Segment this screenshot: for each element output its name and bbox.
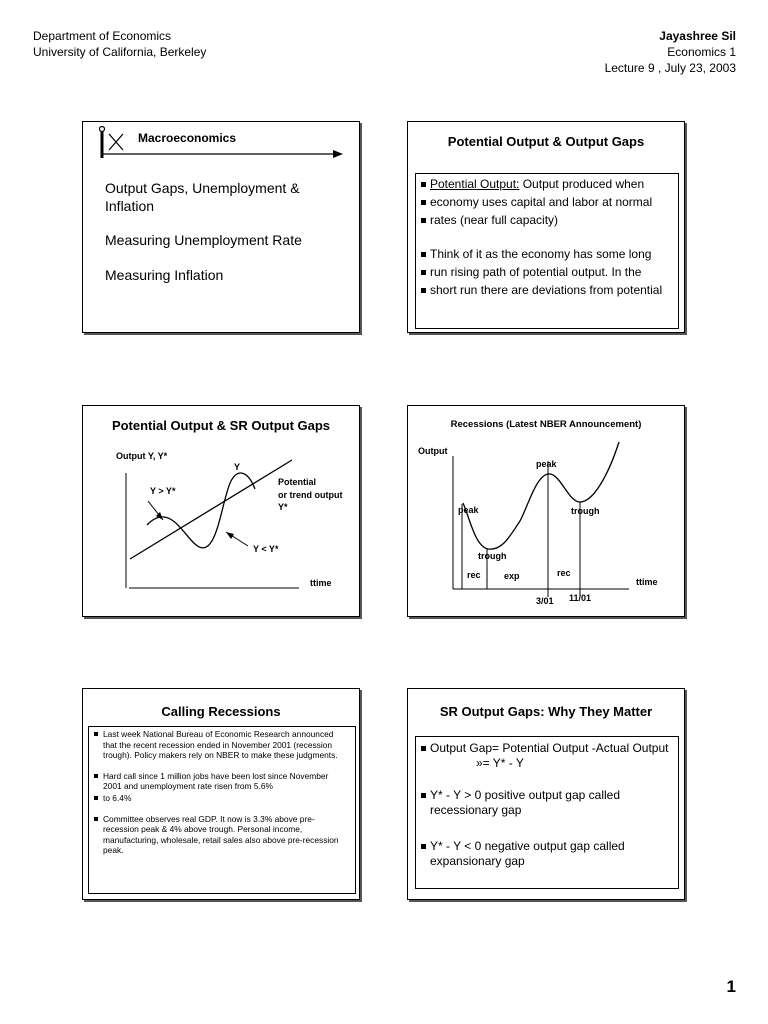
potential-label: Y* bbox=[278, 502, 288, 512]
bullet-item: Y* - Y > 0 positive output gap called recessionary gap bbox=[420, 788, 676, 818]
slide-recessions bbox=[407, 405, 685, 617]
slide-sr-output-gaps bbox=[82, 405, 360, 617]
x-axis-label: ttime bbox=[310, 578, 332, 588]
business-cycle-diagram bbox=[408, 406, 686, 618]
university: University of California, Berkeley bbox=[33, 45, 207, 59]
slide-potential-output bbox=[407, 121, 685, 333]
date-label: 3/01 bbox=[536, 596, 554, 606]
slide-heading: Macroeconomics bbox=[138, 131, 237, 145]
peak-label: peak bbox=[458, 505, 479, 515]
curve-label: Y bbox=[234, 462, 241, 472]
below-label: Y < Y* bbox=[253, 544, 279, 554]
bullet-item: Y* - Y < 0 negative output gap called expansionary gap bbox=[420, 839, 676, 869]
y-axis-label: Output Y, Y* bbox=[116, 451, 168, 461]
exp-label: exp bbox=[504, 571, 520, 581]
rec-label: rec bbox=[467, 570, 481, 580]
topic-list bbox=[105, 179, 302, 284]
bullet-item bbox=[420, 175, 682, 193]
bullet-item bbox=[420, 741, 676, 771]
topic-item: Output Gaps, Unemployment & bbox=[105, 180, 300, 196]
trough-label: trough bbox=[478, 551, 507, 561]
bullet-item: Committee observes real GDP. It now is 3.3% above pre-recession peak & 4% above trough. Personal income, manufacturing, wholesale, retail sales also above pre-recession peak. bbox=[93, 814, 343, 856]
arrowhead bbox=[226, 532, 234, 539]
above-label: Y > Y* bbox=[150, 486, 176, 496]
peak-label: peak bbox=[536, 459, 557, 469]
bullet-item: economy uses capital and labor at normal bbox=[420, 193, 682, 211]
lecture-date: Lecture 9 , July 23, 2003 bbox=[604, 61, 736, 75]
topic-item: Inflation bbox=[105, 198, 155, 214]
page-number: 1 bbox=[726, 977, 736, 996]
header-left bbox=[33, 28, 206, 60]
bullet-list bbox=[420, 175, 682, 299]
underlined-term: Potential Output: bbox=[430, 177, 520, 191]
topic-item: Measuring Inflation bbox=[105, 267, 224, 283]
topic-item: Measuring Unemployment Rate bbox=[105, 232, 302, 248]
department: Department of Economics bbox=[33, 29, 172, 43]
slide-title: SR Output Gaps: Why They Matter bbox=[439, 704, 653, 719]
bullet-sub-text: »= Y* - Y bbox=[476, 756, 524, 770]
bullet-item: short run there are deviations from potential bbox=[420, 281, 682, 299]
bullet-item: rates (near full capacity) bbox=[420, 211, 682, 229]
bullet-item: Hard call since 1 million jobs have been lost since November 2001 and unemployment rate risen from 5.6% bbox=[93, 771, 343, 792]
bullet-item: to 6.4% bbox=[93, 793, 343, 804]
slide-title: Potential Output & SR Output Gaps bbox=[111, 418, 331, 433]
bullet-item: Think of it as the economy has some long bbox=[420, 245, 682, 263]
bullet-list bbox=[420, 741, 676, 869]
trough-label: trough bbox=[571, 506, 600, 516]
potential-label: Potential bbox=[278, 477, 317, 487]
slide-macroeconomics bbox=[82, 121, 360, 333]
output-gap-diagram bbox=[83, 406, 361, 618]
bullet-text: Output Gap= Potential Output -Actual Output bbox=[430, 741, 669, 755]
slide-calling-recessions bbox=[82, 688, 360, 900]
bullet-list bbox=[93, 729, 343, 856]
header-right bbox=[605, 28, 736, 76]
slide-title: Calling Recessions bbox=[161, 704, 281, 719]
author: Jayashree Sil bbox=[659, 29, 736, 43]
y-axis-label: Output bbox=[418, 446, 448, 456]
slide-title: Potential Output & Output Gaps bbox=[447, 134, 645, 149]
potential-label: or trend output bbox=[278, 490, 343, 500]
slide-why-gaps-matter bbox=[407, 688, 685, 900]
slide-title: Recessions (Latest NBER Announcement) bbox=[450, 419, 642, 430]
rec-label: rec bbox=[557, 568, 571, 578]
bullet-item: Last week National Bureau of Economic Research announced that the recent recession ended in November 2001 (recession trough). Policy makers rely on NBER to make these judgments. bbox=[93, 729, 343, 761]
bullet-text: Output produced when bbox=[519, 177, 645, 191]
course: Economics 1 bbox=[667, 45, 736, 59]
x-axis-label: ttime bbox=[636, 577, 658, 587]
actual-output-curve bbox=[147, 473, 255, 548]
date-label: 11/01 bbox=[569, 593, 592, 603]
bullet-item: run rising path of potential output. In the bbox=[420, 263, 682, 281]
